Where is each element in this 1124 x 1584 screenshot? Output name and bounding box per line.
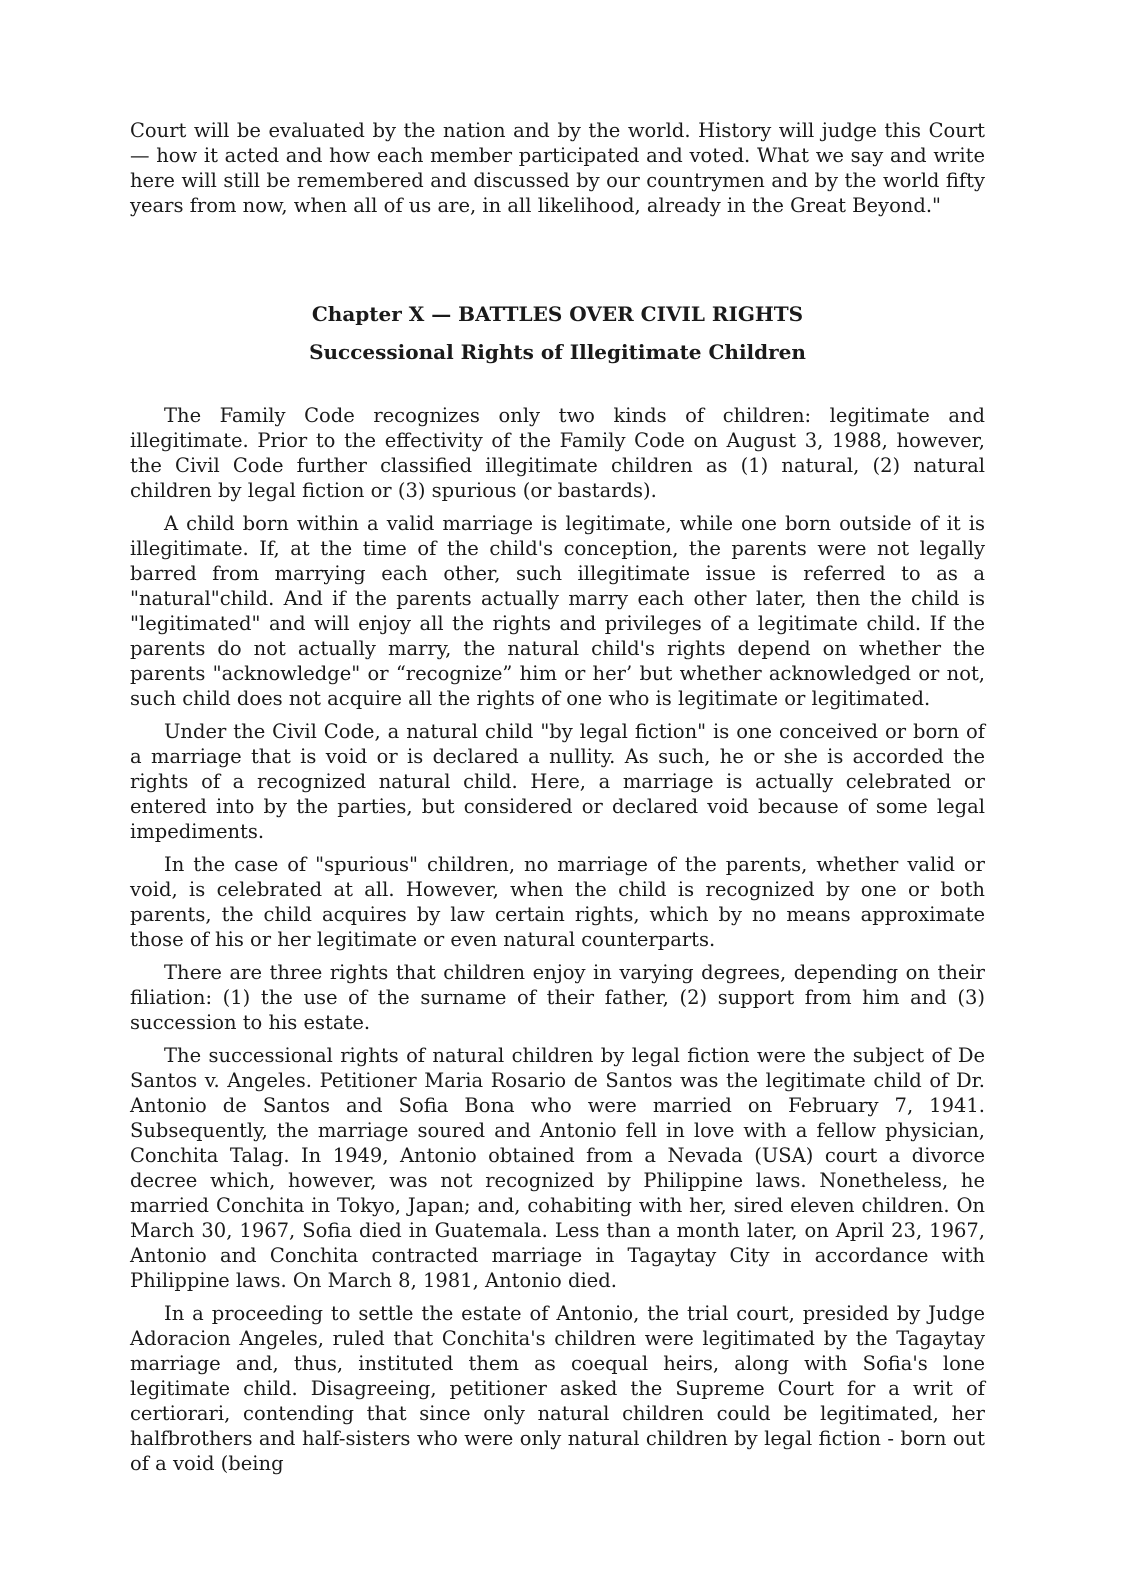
body-text <box>130 403 985 1476</box>
paragraph: The Family Code recognizes only two kinds of children: legitimate and illegitimate. Prior to the effectivity of the Family Code on August 3, 1988, however, the Civil Code further classified illegitimate children as (1) natural, (2) natural children by legal fiction or (3) spurious (or bastards). <box>130 404 985 502</box>
paragraph: There are three rights that children enjoy in varying degrees, depending on their filiation: (1) the use of the surname of their father, (2) support from him and (3) succession to his estate. <box>130 961 985 1034</box>
section-title: Successional Rights of Illegitimate Children <box>309 340 806 364</box>
document-page <box>130 118 985 1484</box>
intro-paragraph: Court will be evaluated by the nation and by the world. History will judge this Court — how it acted and how each member participated and voted. What we say and write here will still be remembered and discussed by our countrymen and by the world fifty years from now, when all of us are, in all likelihood, already in the Great Beyond." <box>130 119 985 217</box>
paragraph: The successional rights of natural children by legal fiction were the subject of De Santos v. Angeles. Petitioner Maria Rosario de Santos was the legitimate child of Dr. Antonio de Santos and Sofia Bona who were married on February 7, 1941. Subsequently, the marriage soured and Antonio fell in love with a fellow physician, Conchita Talag. In 1949, Antonio obtained from a Nevada (USA) court a divorce decree which, however, was not recognized by Philippine laws. Nonetheless, he married Conchita in Tokyo, Japan; and, cohabiting with her, sired eleven children. On March 30, 1967, Sofia died in Guatemala. Less than a month later, on April 23, 1967, Antonio and Conchita contracted marriage in Tagaytay City in accordance with Philippine laws. On March 8, 1981, Antonio died. <box>130 1044 985 1292</box>
paragraph: A child born within a valid marriage is legitimate, while one born outside of it is illegitimate. If, at the time of the child's conception, the parents were not legally barred from marrying each other, such illegitimate issue is referred to as a "natural"child. And if the parents actually marry each other later, then the child is "legitimated" and will enjoy all the rights and privileges of a legitimate child. If the parents do not actually marry, the natural child's rights depend on whether the parents "acknowledge" or “recognize” him or her’ but whether acknowledged or not, such child does not acquire all the rights of one who is legitimate or legitimated. <box>130 512 985 710</box>
chapter-title: Chapter X — BATTLES OVER CIVIL RIGHTS <box>311 302 804 326</box>
paragraph: Under the Civil Code, a natural child "by legal fiction" is one conceived or born of a marriage that is void or is declared a nullity. As such, he or she is accorded the rights of a recognized natural child. Here, a marriage is actually celebrated or entered into by the parties, but considered or declared void because of some legal impediments. <box>130 720 985 843</box>
paragraph: In the case of "spurious" children, no marriage of the parents, whether valid or void, is celebrated at all. However, when the child is recognized by one or both parents, the child acquires by law certain rights, which by no means approximate those of his or her legitimate or even natural counterparts. <box>130 853 985 951</box>
chapter-heading-block <box>130 301 985 365</box>
paragraph: In a proceeding to settle the estate of Antonio, the trial court, presided by Judge Adoracion Angeles, ruled that Conchita's children were legitimated by the Tagaytay marriage and, thus, instituted them as coequal heirs, along with Sofia's lone legitimate child. Disagreeing, petitioner asked the Supreme Court for a writ of certiorari, contending that since only natural children could be legitimated, her halfbrothers and half-sisters who were only natural children by legal fiction - born out of a void (being <box>130 1302 985 1475</box>
